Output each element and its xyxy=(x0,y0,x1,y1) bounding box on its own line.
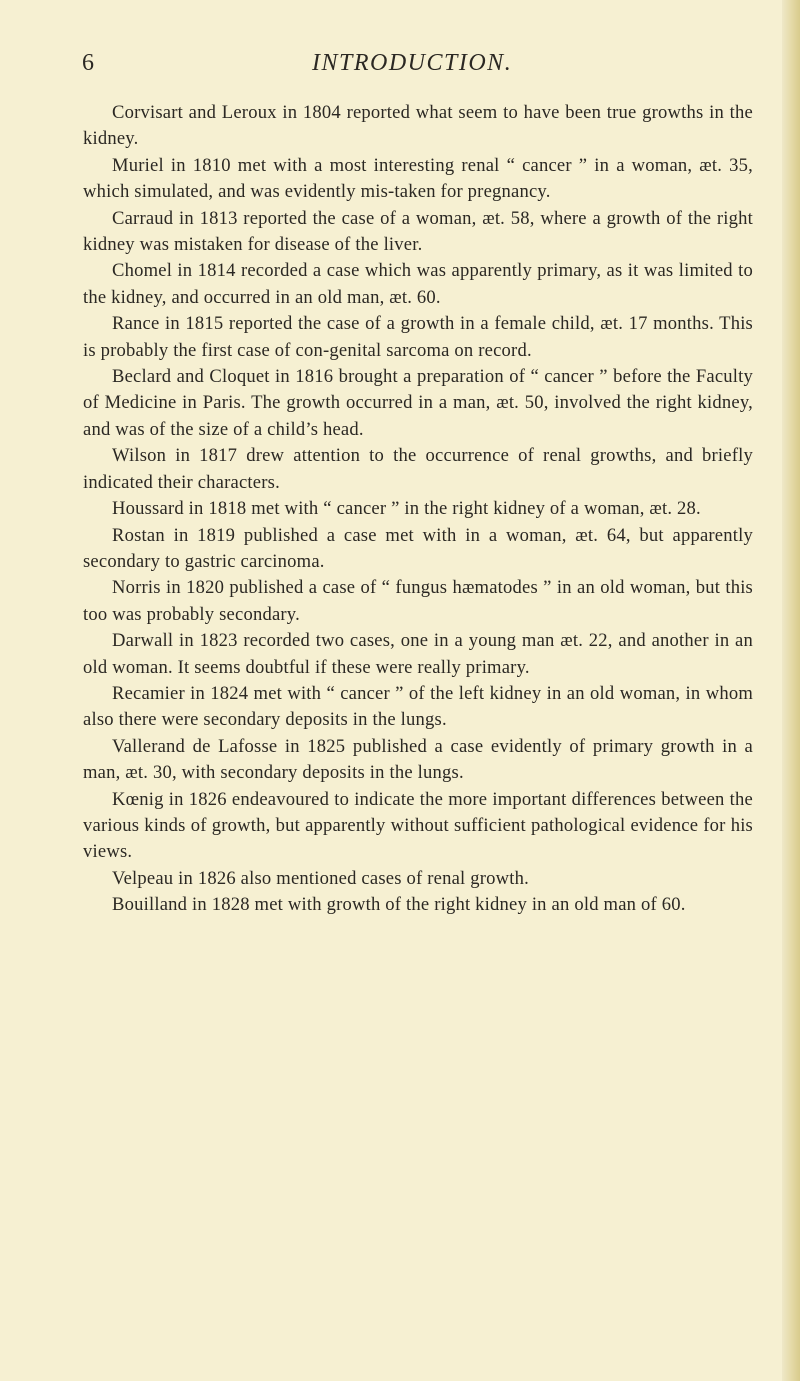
paragraph-carraud: Carraud in 1813 reported the case of a woman, æt. 58, where a growth of the right kidney was mistaken for disease of the liver. xyxy=(83,207,753,256)
paragraph-velpeau: Velpeau in 1826 also mentioned cases of renal growth. xyxy=(112,867,529,889)
paragraph-darwall: Darwall in 1823 recorded two cases, one in a young man æt. 22, and another in an old woman. It seems doubtful if these were really primary. xyxy=(83,630,753,678)
paragraph-vallerand: Vallerand de Lafosse in 1825 published a case evidently of primary growth in a man, æt. 30, with secondary deposits in the lungs. xyxy=(83,735,753,784)
paragraph-corvisart: Corvisart and Leroux in 1804 reported what seem to have been true growths in the kidney. xyxy=(83,102,753,150)
running-head: INTRODUCTION. xyxy=(312,50,513,76)
paragraph-beclard: Beclard and Cloquet in 1816 brought a preparation of “ cancer ” before the Faculty of Medicine in Paris. The growth occurred in a man, æt. 50, involved the right kidney, and was of the size of a child’s head. xyxy=(83,366,753,440)
paragraph-norris: Norris in 1820 published a case of “ fungus hæmatodes ” in an old woman, but this too was probably secondary. xyxy=(83,577,753,625)
paragraph-muriel: Muriel in 1810 met with a most interesting renal “ cancer ” in a woman, æt. 35, which simulated, and was evidently mis-taken for pregnancy. xyxy=(83,154,753,203)
paragraph-houssard: Houssard in 1818 met with “ cancer ” in the right kidney of a woman, æt. 28. xyxy=(112,498,701,520)
paragraph-wilson: Wilson in 1817 drew attention to the occurrence of renal growths, and briefly indicated their characters. xyxy=(83,445,753,493)
body-text xyxy=(83,100,753,919)
page-edge-shadow xyxy=(782,0,800,1381)
paragraph-rance: Rance in 1815 reported the case of a growth in a female child, æt. 17 months. This is probably the first case of con-genital sarcoma on record. xyxy=(83,313,753,361)
paragraph-recamier: Recamier in 1824 met with “ cancer ” of the left kidney in an old woman, in whom also there were secondary deposits in the lungs. xyxy=(83,682,753,731)
paragraph-chomel: Chomel in 1814 recorded a case which was apparently primary, as it was limited to the kidney, and occurred in an old man, æt. 60. xyxy=(83,260,753,308)
page-number: 6 xyxy=(82,50,95,76)
paragraph-bouilland: Bouilland in 1828 met with growth of the right kidney in an old man of 60. xyxy=(112,894,686,916)
paragraph-koenig: Kœnig in 1826 endeavoured to indicate the more important differences between the various kinds of growth, but apparently without sufficient pathological evidence for his views. xyxy=(83,788,753,863)
page-header xyxy=(0,50,800,82)
paragraph-rostan: Rostan in 1819 published a case met with in a woman, æt. 64, but apparently secondary to gastric carcinoma. xyxy=(83,524,753,572)
